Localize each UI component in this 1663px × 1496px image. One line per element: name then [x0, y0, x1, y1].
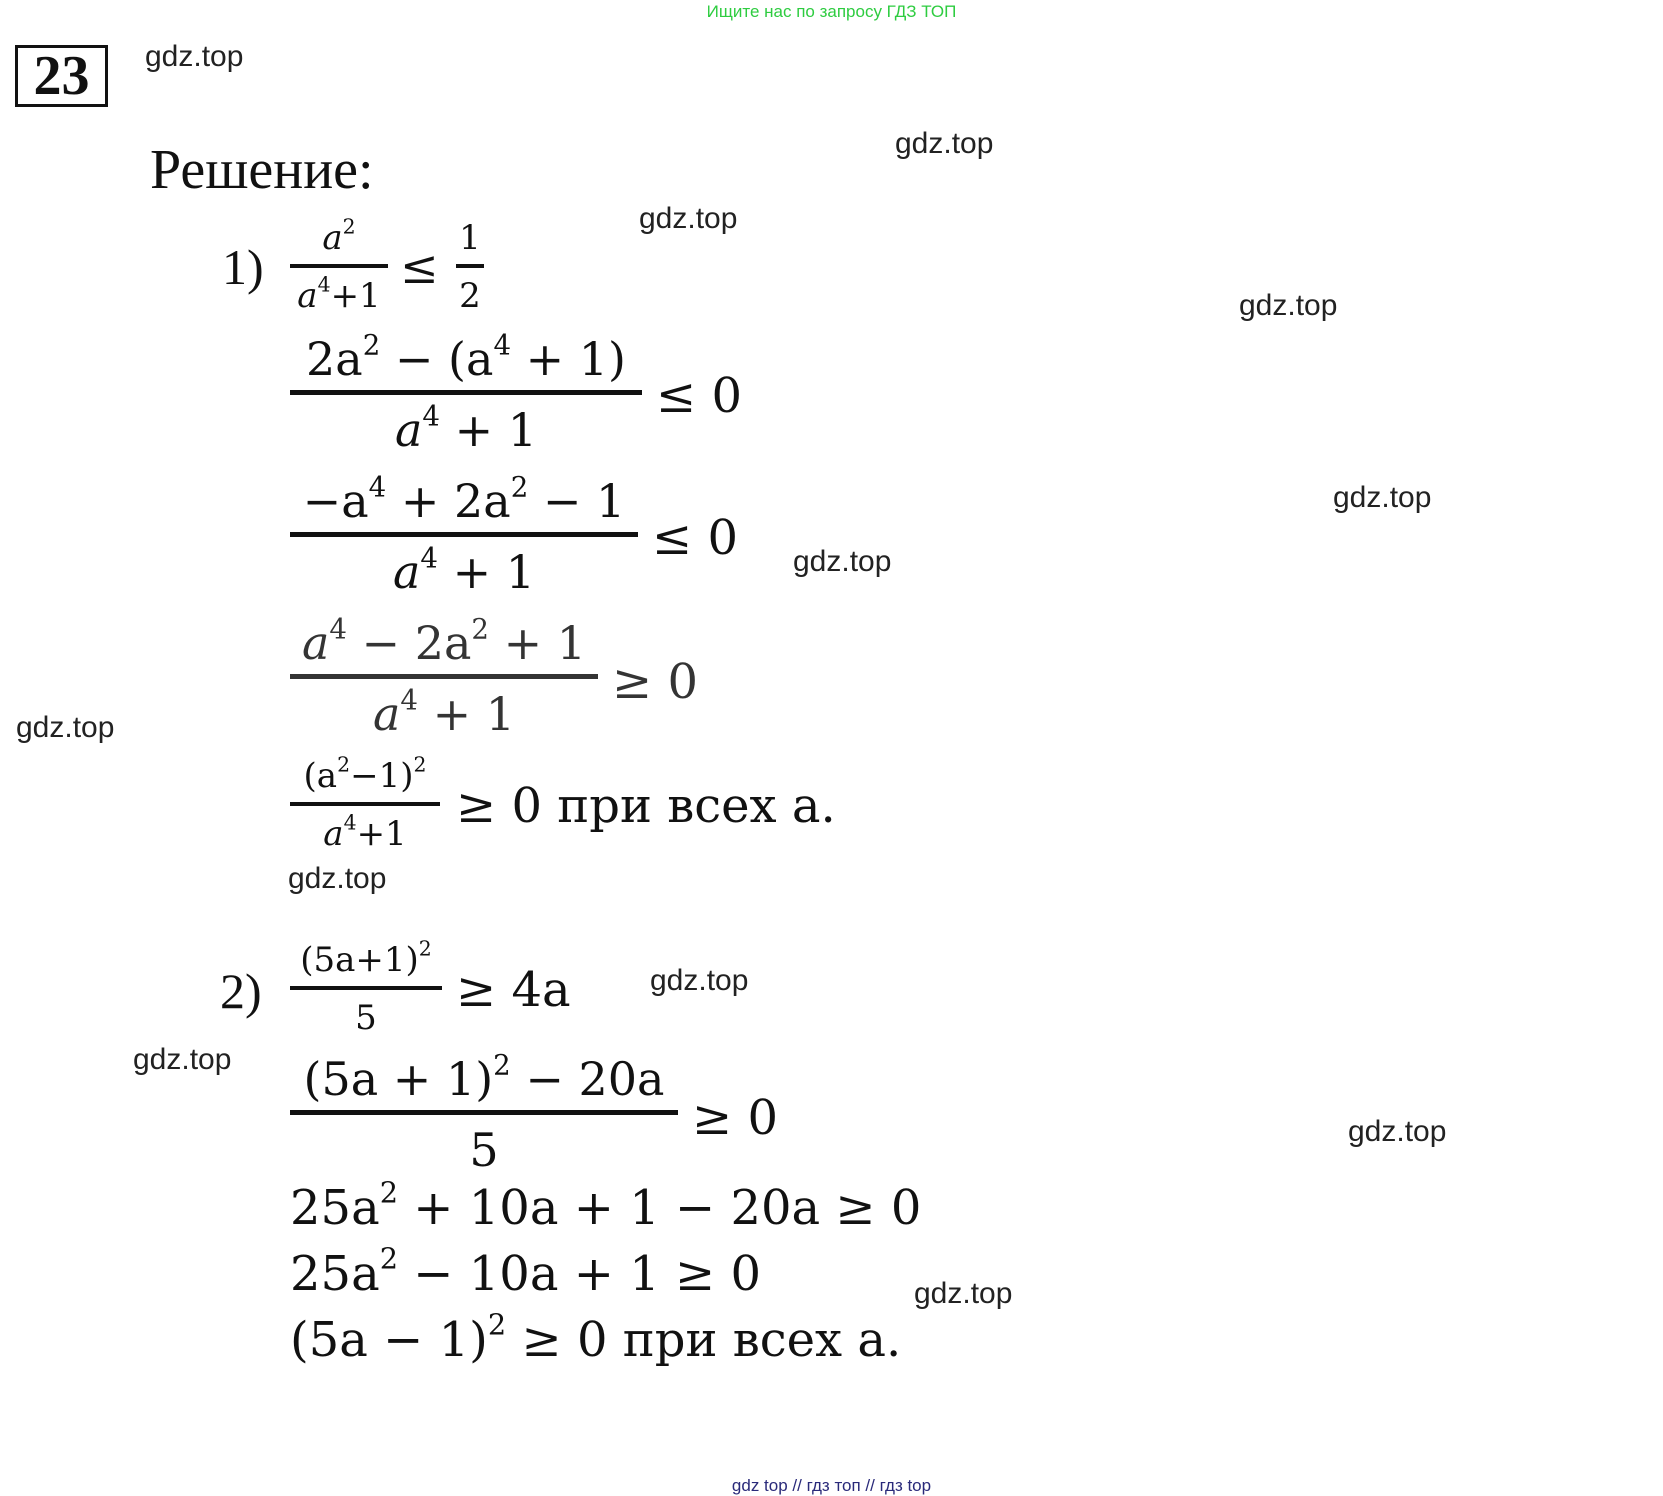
fraction-denominator: 5 — [355, 998, 377, 1038]
p1-step5-fraction — [290, 754, 440, 856]
fraction-bar — [456, 264, 484, 268]
p2-step2-fraction — [290, 1050, 678, 1179]
watermark: gdz.top — [639, 202, 738, 235]
problem-number: 23 — [15, 45, 108, 107]
p2-line5: $(5a - 1)^2 \ge 0$ при всех a. — [290, 1307, 902, 1368]
fraction-numerator: $(5a + 1)^2 - 20a$ — [303, 1048, 665, 1106]
fraction-bar — [290, 674, 598, 679]
fraction-numerator: $(5a+1)^2$ — [300, 936, 432, 980]
p2-step2-relation: ≥ 0 — [692, 1090, 779, 1146]
watermark: gdz.top — [145, 40, 244, 73]
p1-step4-fraction — [290, 614, 598, 743]
p1-step2-fraction — [290, 330, 642, 459]
solution-heading: Решение: — [150, 139, 374, 201]
p1-step5-relation: ≥ 0 при всех a. — [456, 778, 836, 834]
fraction-numerator: $2a^2 - (a^4 + 1)$ — [306, 328, 626, 386]
fraction-numerator: $a^4 - 2a^2 + 1$ — [301, 612, 587, 670]
p2-line3: $25a^2 + 10a + 1 - 20a \ge 0$ — [290, 1175, 922, 1236]
watermark: gdz.top — [650, 964, 749, 997]
p1-step3-fraction — [290, 472, 638, 601]
footer-links[interactable]: gdz top // гдз топ // гдз top — [731, 1476, 932, 1495]
watermark: gdz.top — [1333, 481, 1432, 514]
p1-step1-rhs-fraction — [456, 216, 484, 318]
fraction-bar — [290, 264, 388, 268]
p1-step4-relation: ≥ 0 — [612, 654, 699, 710]
fraction-denominator: 5 — [469, 1123, 499, 1177]
fraction-numerator: $-a^4 + 2a^2 - 1$ — [302, 470, 626, 528]
watermark: gdz.top — [1348, 1115, 1447, 1148]
p2-step1-relation: ≥ 4a — [456, 962, 571, 1018]
fraction-numerator: 1 — [459, 218, 481, 258]
watermark: gdz.top — [914, 1277, 1013, 1310]
fraction-bar — [290, 1110, 678, 1115]
p2-step1-fraction — [290, 938, 442, 1040]
fraction-denominator: $a^4 + 1$ — [392, 541, 536, 599]
watermark: gdz.top — [288, 862, 387, 895]
part2-label: 2) — [220, 963, 262, 1019]
p2-line4: $25a^2 - 10a + 1 \ge 0$ — [290, 1241, 762, 1302]
fraction-denominator: $a^4+1$ — [297, 272, 381, 316]
fraction-bar — [290, 390, 642, 395]
p1-step1-lhs-fraction — [290, 216, 388, 318]
watermark: gdz.top — [16, 711, 115, 744]
fraction-numerator: $a^2$ — [322, 214, 356, 258]
fraction-denominator: $a^4+1$ — [323, 810, 407, 854]
fraction-numerator: $(a^2-1)^2$ — [303, 752, 427, 796]
p1-step2-relation: ≤ 0 — [656, 368, 743, 424]
fraction-bar — [290, 802, 440, 806]
fraction-bar — [290, 532, 638, 537]
p1-step1-relation: ≤ — [400, 240, 439, 294]
watermark: gdz.top — [793, 545, 892, 578]
top-note[interactable]: Ищите нас по запросу ГДЗ ТОП — [706, 2, 957, 21]
fraction-denominator: $a^4 + 1$ — [372, 683, 516, 741]
p1-step3-relation: ≤ 0 — [652, 510, 739, 566]
fraction-denominator: $a^4 + 1$ — [394, 399, 538, 457]
fraction-bar — [290, 986, 442, 990]
watermark: gdz.top — [133, 1043, 232, 1076]
watermark: gdz.top — [1239, 289, 1338, 322]
watermark: gdz.top — [895, 127, 994, 160]
part1-label: 1) — [222, 239, 264, 295]
fraction-denominator: 2 — [459, 276, 481, 316]
